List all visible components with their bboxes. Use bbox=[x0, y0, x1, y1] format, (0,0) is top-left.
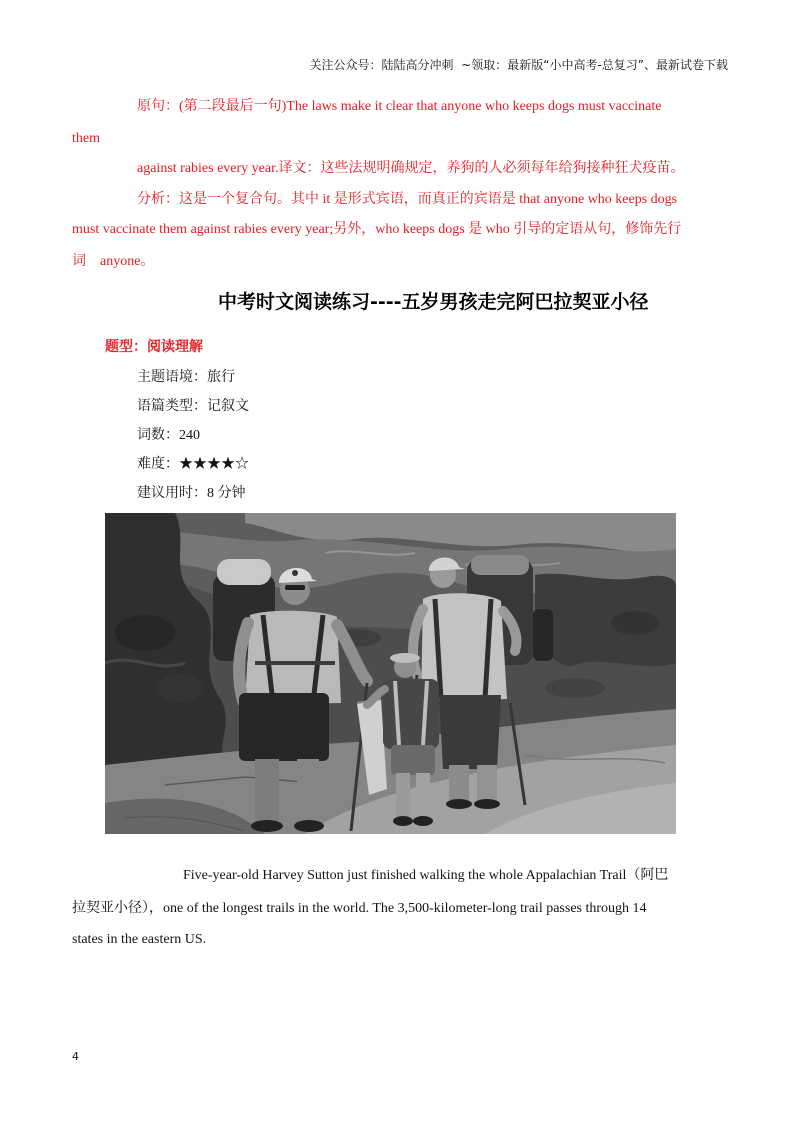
info-difficulty: 难度：★★★★☆ bbox=[137, 457, 249, 472]
analysis-line: must vaccinate them against rabies every year;另外，who keeps dogs 是 who 引导的定语从句，修饰先行 bbox=[72, 222, 682, 237]
hikers-photo bbox=[105, 513, 676, 834]
analysis-line: 词 anyone。 bbox=[72, 254, 155, 269]
passage-line: Five-year-old Harvey Sutton just finished walking the whole Appalachian Trail（阿巴 bbox=[183, 868, 669, 883]
page-title: 中考时文阅读练习----五岁男孩走完阿巴拉契亚小径 bbox=[218, 291, 649, 313]
hikers-photo-drawing bbox=[105, 513, 676, 834]
analysis-line: 原句：(第二段最后一句)The laws make it clear that anyone who keeps dogs must vaccinate bbox=[137, 99, 662, 114]
passage-line: 拉契亚小径），one of the longest trails in the world. The 3,500-kilometer-long trail passes through 14 bbox=[72, 901, 647, 916]
analysis-line: them bbox=[72, 131, 100, 146]
page-number: 4 bbox=[72, 1050, 79, 1063]
info-word-count: 词数：240 bbox=[137, 428, 200, 443]
analysis-line: 分析：这是一个复合句。其中 it 是形式宾语，而真正的宾语是 that anyone who keeps dogs bbox=[137, 192, 678, 207]
info-suggested-time: 建议用时：8 分钟 bbox=[137, 486, 246, 501]
analysis-line: against rabies every year.译文：这些法规明确规定，养狗的人必须每年给狗接种狂犬疫苗。 bbox=[137, 161, 685, 176]
header-promo-note: 关注公众号：陆陆高分冲刺 ~领取：最新版“小中高考-总复习”、最新试卷下载 bbox=[309, 58, 728, 72]
info-topic-context: 主题语境：旅行 bbox=[137, 370, 235, 385]
info-text-type: 语篇类型：记叙文 bbox=[137, 399, 249, 414]
passage-line: states in the eastern US. bbox=[72, 932, 207, 947]
question-type-label: 题型：阅读理解 bbox=[105, 339, 203, 355]
